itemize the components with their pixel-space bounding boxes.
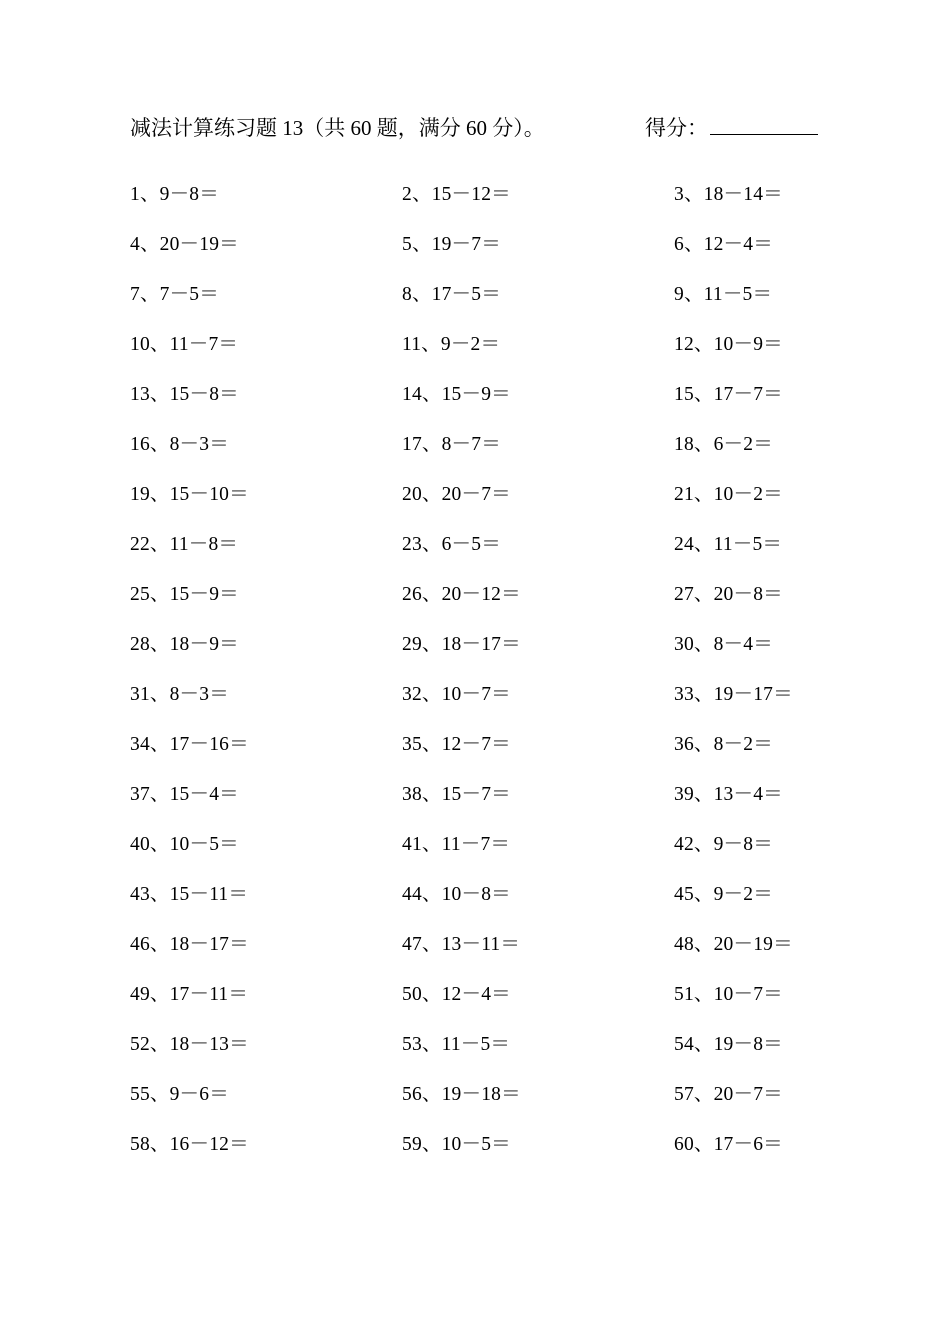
problem-number: 25、 <box>130 584 170 605</box>
problem-number: 53、 <box>402 1034 442 1055</box>
problem-item <box>402 1070 674 1120</box>
problem-expression: 9－8＝ <box>159 184 219 205</box>
problem-item <box>674 720 820 770</box>
problem-number: 28、 <box>130 634 170 655</box>
problem-item <box>402 1120 674 1170</box>
problem-item <box>130 520 402 570</box>
problem-item <box>402 770 674 820</box>
problem-number: 6、 <box>674 234 704 255</box>
problem-number: 44、 <box>402 884 442 905</box>
problem-item <box>674 1070 820 1120</box>
problem-number: 41、 <box>402 834 442 855</box>
problem-number: 48、 <box>674 934 714 955</box>
problem-item <box>130 270 402 320</box>
problem-item <box>402 870 674 920</box>
problem-number: 34、 <box>130 734 170 755</box>
problem-number: 10、 <box>130 334 170 355</box>
problem-expression: 8－4＝ <box>713 634 773 655</box>
problem-item <box>402 970 674 1020</box>
problem-expression: 17－11＝ <box>169 984 249 1005</box>
problem-item <box>674 1020 820 1070</box>
problem-number: 30、 <box>674 634 714 655</box>
worksheet-header <box>130 112 820 142</box>
problem-expression: 20－8＝ <box>713 584 783 605</box>
problem-expression: 19－17＝ <box>713 684 793 705</box>
problem-item <box>130 420 402 470</box>
problem-expression: 18－13＝ <box>169 1034 249 1055</box>
problem-item <box>674 920 820 970</box>
problem-item <box>674 320 820 370</box>
score-input-blank[interactable] <box>710 116 818 135</box>
problem-expression: 18－17＝ <box>441 634 521 655</box>
problem-number: 12、 <box>674 334 714 355</box>
problem-expression: 15－12＝ <box>431 184 511 205</box>
problem-number: 13、 <box>130 384 170 405</box>
problem-number: 38、 <box>402 784 442 805</box>
problem-expression: 13－11＝ <box>441 934 521 955</box>
problem-item <box>402 420 674 470</box>
problem-expression: 8－3＝ <box>169 684 229 705</box>
problem-expression: 8－7＝ <box>441 434 501 455</box>
problem-expression: 19－7＝ <box>431 234 501 255</box>
problem-number: 60、 <box>674 1134 714 1155</box>
problem-item <box>674 970 820 1020</box>
problem-item <box>674 370 820 420</box>
problem-expression: 20－12＝ <box>441 584 521 605</box>
problem-item <box>402 620 674 670</box>
problem-number: 51、 <box>674 984 714 1005</box>
problem-item <box>130 820 402 870</box>
problem-expression: 20－19＝ <box>159 234 239 255</box>
problem-number: 20、 <box>402 484 442 505</box>
problem-number: 23、 <box>402 534 442 555</box>
problem-expression: 12－4＝ <box>703 234 773 255</box>
problem-expression: 9－6＝ <box>169 1084 229 1105</box>
problem-number: 18、 <box>674 434 714 455</box>
problem-expression: 12－7＝ <box>441 734 511 755</box>
problem-number: 14、 <box>402 384 442 405</box>
problem-expression: 7－5＝ <box>159 284 219 305</box>
problem-number: 8、 <box>402 284 432 305</box>
problem-number: 42、 <box>674 834 714 855</box>
problem-item <box>674 620 820 670</box>
problem-number: 26、 <box>402 584 442 605</box>
score-label: 得分： <box>645 116 708 140</box>
problem-item <box>402 170 674 220</box>
problem-expression: 16－12＝ <box>169 1134 249 1155</box>
problem-item <box>130 1020 402 1070</box>
problem-expression: 10－5＝ <box>169 834 239 855</box>
problem-expression: 15－4＝ <box>169 784 239 805</box>
problem-item <box>402 520 674 570</box>
problem-expression: 15－8＝ <box>169 384 239 405</box>
problem-number: 16、 <box>130 434 170 455</box>
problem-item <box>130 170 402 220</box>
problem-number: 36、 <box>674 734 714 755</box>
problem-number: 33、 <box>674 684 714 705</box>
problem-expression: 11－5＝ <box>713 534 783 555</box>
problem-number: 19、 <box>130 484 170 505</box>
problem-item <box>130 770 402 820</box>
problem-item <box>130 720 402 770</box>
problem-item <box>674 220 820 270</box>
problem-expression: 17－7＝ <box>713 384 783 405</box>
problem-expression: 17－16＝ <box>169 734 249 755</box>
problem-expression: 20－7＝ <box>441 484 511 505</box>
problem-number: 58、 <box>130 1134 170 1155</box>
problem-item <box>130 1070 402 1120</box>
problem-number: 39、 <box>674 784 714 805</box>
problem-item <box>130 970 402 1020</box>
problem-expression: 11－5＝ <box>703 284 773 305</box>
problem-number: 47、 <box>402 934 442 955</box>
problem-item <box>674 420 820 470</box>
problem-item <box>130 620 402 670</box>
problem-number: 27、 <box>674 584 714 605</box>
problem-number: 29、 <box>402 634 442 655</box>
problem-item <box>130 870 402 920</box>
problem-number: 35、 <box>402 734 442 755</box>
problem-number: 56、 <box>402 1084 442 1105</box>
problem-item <box>674 1120 820 1170</box>
problem-number: 40、 <box>130 834 170 855</box>
problem-number: 4、 <box>130 234 160 255</box>
problem-expression: 15－7＝ <box>441 784 511 805</box>
problem-number: 57、 <box>674 1084 714 1105</box>
problem-expression: 9－2＝ <box>440 334 501 355</box>
problem-item <box>402 470 674 520</box>
problem-expression: 10－5＝ <box>441 1134 511 1155</box>
problem-expression: 8－2＝ <box>713 734 773 755</box>
problem-number: 22、 <box>130 534 170 555</box>
problem-item <box>674 770 820 820</box>
problem-item <box>402 220 674 270</box>
problem-number: 52、 <box>130 1034 170 1055</box>
problem-expression: 20－19＝ <box>713 934 793 955</box>
problem-expression: 18－9＝ <box>169 634 239 655</box>
problem-number: 5、 <box>402 234 432 255</box>
problem-expression: 11－5＝ <box>441 1034 511 1055</box>
problem-number: 11、 <box>402 334 441 355</box>
problem-expression: 10－2＝ <box>713 484 783 505</box>
problem-item <box>130 320 402 370</box>
problem-number: 31、 <box>130 684 170 705</box>
problem-expression: 10－9＝ <box>713 334 783 355</box>
problem-item <box>130 670 402 720</box>
problem-number: 59、 <box>402 1134 442 1155</box>
problem-item <box>402 570 674 620</box>
problem-item <box>402 670 674 720</box>
problem-expression: 18－14＝ <box>703 184 783 205</box>
problem-expression: 6－2＝ <box>713 434 773 455</box>
problem-expression: 11－7＝ <box>169 334 239 355</box>
problem-item <box>674 270 820 320</box>
problem-number: 43、 <box>130 884 170 905</box>
problem-expression: 12－4＝ <box>441 984 511 1005</box>
problem-number: 17、 <box>402 434 442 455</box>
problem-item <box>674 520 820 570</box>
problem-item <box>674 670 820 720</box>
problem-number: 55、 <box>130 1084 170 1105</box>
problem-number: 49、 <box>130 984 170 1005</box>
problem-number: 50、 <box>402 984 442 1005</box>
problem-number: 7、 <box>130 284 160 305</box>
problem-item <box>402 820 674 870</box>
problem-number: 54、 <box>674 1034 714 1055</box>
problem-expression: 13－4＝ <box>713 784 783 805</box>
problem-item <box>674 170 820 220</box>
problem-expression: 18－17＝ <box>169 934 249 955</box>
problem-item <box>674 870 820 920</box>
problem-item <box>402 320 674 370</box>
problem-expression: 10－7＝ <box>441 684 511 705</box>
problem-number: 21、 <box>674 484 714 505</box>
problem-item <box>402 270 674 320</box>
problem-number: 15、 <box>674 384 714 405</box>
problem-item <box>130 220 402 270</box>
problem-grid <box>130 170 820 1170</box>
problem-expression: 15－10＝ <box>169 484 249 505</box>
problem-item <box>402 920 674 970</box>
problem-number: 32、 <box>402 684 442 705</box>
problem-item <box>130 470 402 520</box>
problem-number: 2、 <box>402 184 432 205</box>
problem-expression: 20－7＝ <box>713 1084 783 1105</box>
problem-item <box>674 570 820 620</box>
problem-expression: 10－7＝ <box>713 984 783 1005</box>
problem-expression: 19－18＝ <box>441 1084 521 1105</box>
problem-expression: 9－8＝ <box>713 834 773 855</box>
problem-item <box>402 720 674 770</box>
problem-item <box>402 370 674 420</box>
problem-expression: 15－9＝ <box>441 384 511 405</box>
problem-number: 1、 <box>130 184 160 205</box>
problem-expression: 15－11＝ <box>169 884 249 905</box>
problem-number: 9、 <box>674 284 704 305</box>
problem-item <box>130 1120 402 1170</box>
problem-item <box>674 820 820 870</box>
problem-number: 37、 <box>130 784 170 805</box>
problem-number: 3、 <box>674 184 704 205</box>
problem-item <box>130 570 402 620</box>
problem-number: 24、 <box>674 534 714 555</box>
page-title: 减法计算练习题 13（共 60 题，满分 60 分）。 <box>130 116 545 140</box>
problem-expression: 9－2＝ <box>713 884 773 905</box>
problem-item <box>402 1020 674 1070</box>
problem-expression: 17－5＝ <box>431 284 501 305</box>
problem-number: 46、 <box>130 934 170 955</box>
problem-expression: 17－6＝ <box>713 1134 783 1155</box>
problem-number: 45、 <box>674 884 714 905</box>
problem-item <box>130 370 402 420</box>
problem-expression: 8－3＝ <box>169 434 229 455</box>
problem-expression: 11－7＝ <box>441 834 511 855</box>
problem-expression: 11－8＝ <box>169 534 239 555</box>
problem-expression: 10－8＝ <box>441 884 511 905</box>
problem-item <box>130 920 402 970</box>
problem-item <box>674 470 820 520</box>
problem-expression: 15－9＝ <box>169 584 239 605</box>
problem-expression: 6－5＝ <box>441 534 501 555</box>
problem-expression: 19－8＝ <box>713 1034 783 1055</box>
score-area <box>645 112 818 142</box>
